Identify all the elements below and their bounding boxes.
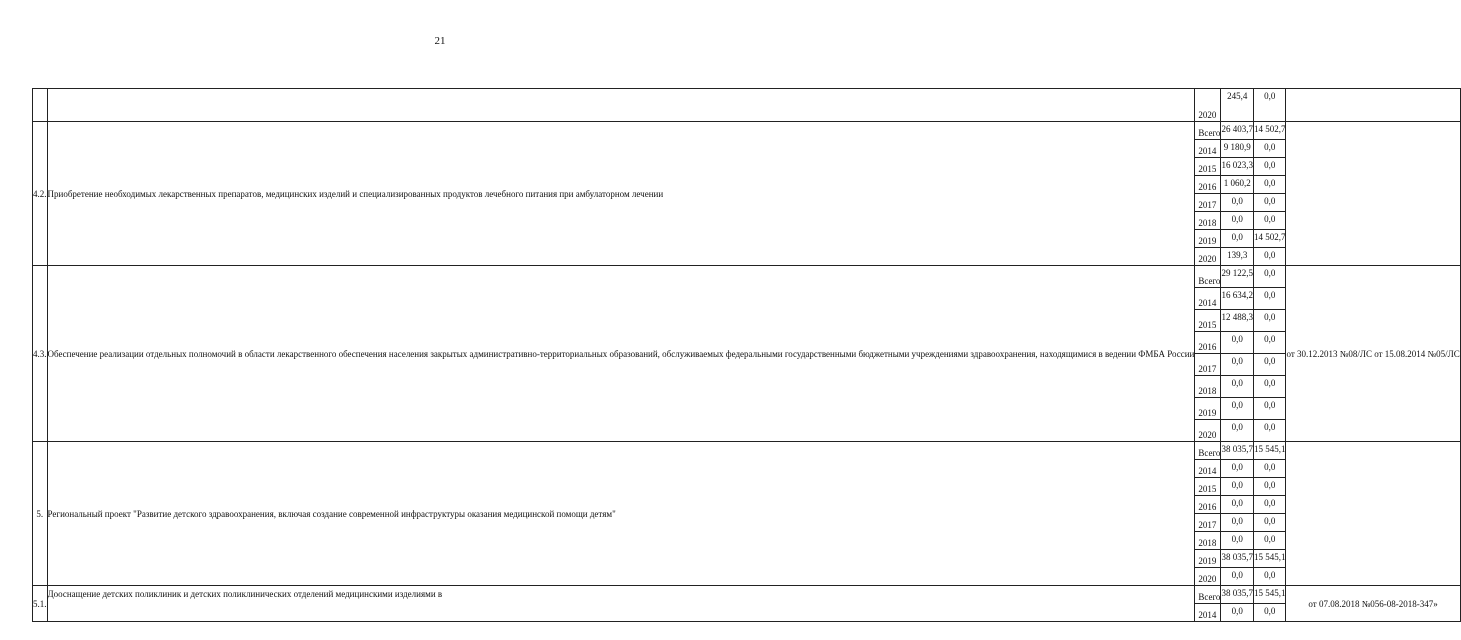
total-cell: 0,0	[1221, 194, 1254, 212]
section-name: Дооснащение детских поликлиник и детских поликлинических отделений медицинскими изделиями в	[47, 586, 1195, 622]
total-cell: 29 122,5	[1221, 266, 1254, 288]
total-cell: 38 035,7	[1221, 586, 1254, 604]
total-cell: 9 180,9	[1221, 140, 1254, 158]
section-name: Региональный проект "Развитие детского здравоохранения, включая создание современной инфраструктуры оказания медицинской помощи детям"	[47, 442, 1195, 586]
year-cell: 2018	[1195, 376, 1221, 398]
table-row	[33, 266, 1461, 288]
year-cell: 2017	[1195, 354, 1221, 376]
table-row	[33, 122, 1461, 140]
year-cell: 2015	[1195, 310, 1221, 332]
federal-cell: 14 502,7	[1253, 230, 1286, 248]
total-cell: 38 035,7	[1221, 442, 1254, 460]
federal-cell: 14 502,7	[1253, 122, 1286, 140]
year-cell: 2015	[1195, 158, 1221, 176]
total-cell: 0,0	[1221, 354, 1254, 376]
total-cell: 0,0	[1221, 332, 1254, 354]
federal-cell: 0,0	[1253, 288, 1286, 310]
total-cell: 0,0	[1221, 398, 1254, 420]
year-cell: 2020	[1195, 248, 1221, 266]
section-name-cell	[47, 89, 1195, 122]
year-cell: Всего	[1195, 122, 1221, 140]
year-cell: 2014	[1195, 460, 1221, 478]
total-cell: 0,0	[1221, 212, 1254, 230]
federal-cell: 0,0	[1253, 604, 1286, 622]
section-number: 4.2.	[33, 122, 48, 266]
total-cell: 1 060,2	[1221, 176, 1254, 194]
section-number: 5.1.	[33, 586, 48, 622]
federal-cell: 0,0	[1253, 376, 1286, 398]
total-cell: 0,0	[1221, 496, 1254, 514]
section-number: 4.3.	[33, 266, 48, 442]
federal-cell: 0,0	[1253, 514, 1286, 532]
federal-cell: 15 545,1	[1253, 442, 1286, 460]
total-cell: 139,3	[1221, 248, 1254, 266]
federal-cell: 0,0	[1253, 140, 1286, 158]
total-cell: 26 403,7	[1221, 122, 1254, 140]
total-cell: 0,0	[1221, 532, 1254, 550]
year-cell: 2020	[1195, 568, 1221, 586]
year-cell: Всего	[1195, 266, 1221, 288]
total-cell: 38 035,7	[1221, 550, 1254, 568]
budget-table	[32, 88, 1461, 622]
federal-cell: 0,0	[1253, 398, 1286, 420]
federal-cell: 15 545,1	[1253, 586, 1286, 604]
total-cell: 0,0	[1221, 376, 1254, 398]
federal-cell: 0,0	[1253, 478, 1286, 496]
federal-cell: 0,0	[1253, 532, 1286, 550]
section-name: Приобретение необходимых лекарственных препаратов, медицинских изделий и специализированных продуктов лечебного питания при амбулаторном лечении	[47, 122, 1195, 266]
section-document	[1286, 442, 1460, 586]
federal-cell: 0,0	[1253, 266, 1286, 288]
total-cell: 0,0	[1221, 478, 1254, 496]
federal-cell: 0,0	[1253, 496, 1286, 514]
federal-cell: 0,0	[1253, 310, 1286, 332]
section-document: от 30.12.2013 №08/ЛС от 15.08.2014 №05/ЛС	[1286, 266, 1460, 442]
total-cell: 0,0	[1221, 604, 1254, 622]
year-cell: 2014	[1195, 604, 1221, 622]
total-cell: 0,0	[1221, 568, 1254, 586]
total-cell: 245,4	[1221, 89, 1254, 122]
section-number-cell	[33, 89, 48, 122]
total-cell: 0,0	[1221, 230, 1254, 248]
year-cell: 2014	[1195, 288, 1221, 310]
total-cell: 12 488,3	[1221, 310, 1254, 332]
total-cell: 16 023,3	[1221, 158, 1254, 176]
federal-cell: 0,0	[1253, 158, 1286, 176]
section-name: Обеспечение реализации отдельных полномочий в области лекарственного обеспечения населения закрытых административно-территориальных образований, обслуживаемых федеральными государственными бюджетными учреждениями здравоохранения, находящимися в ведении ФМБА России	[47, 266, 1195, 442]
year-cell: 2017	[1195, 194, 1221, 212]
federal-cell: 0,0	[1253, 332, 1286, 354]
year-cell: 2014	[1195, 140, 1221, 158]
federal-cell: 0,0	[1253, 420, 1286, 442]
total-cell: 16 634,2	[1221, 288, 1254, 310]
year-cell: Всего	[1195, 442, 1221, 460]
year-cell: 2019	[1195, 550, 1221, 568]
total-cell: 0,0	[1221, 460, 1254, 478]
federal-cell: 0,0	[1253, 354, 1286, 376]
year-cell: 2019	[1195, 398, 1221, 420]
federal-cell: 0,0	[1253, 89, 1286, 122]
year-cell: 2017	[1195, 514, 1221, 532]
federal-cell: 0,0	[1253, 460, 1286, 478]
document-cell	[1286, 89, 1460, 122]
year-cell: 2016	[1195, 496, 1221, 514]
year-cell: 2018	[1195, 532, 1221, 550]
page-number: 21	[434, 35, 446, 47]
total-cell: 0,0	[1221, 420, 1254, 442]
year-cell: 2019	[1195, 230, 1221, 248]
federal-cell: 0,0	[1253, 212, 1286, 230]
year-cell: 2015	[1195, 478, 1221, 496]
table-row	[33, 586, 1461, 604]
federal-cell: 0,0	[1253, 176, 1286, 194]
section-number: 5.	[33, 442, 48, 586]
year-cell: 2018	[1195, 212, 1221, 230]
year-cell: 2016	[1195, 332, 1221, 354]
year-cell: 2020	[1195, 420, 1221, 442]
year-cell: 2020	[1195, 89, 1221, 122]
year-cell: Всего	[1195, 586, 1221, 604]
table-row-carryover	[33, 89, 1461, 122]
table-row	[33, 442, 1461, 460]
federal-cell: 0,0	[1253, 248, 1286, 266]
section-document: от 07.08.2018 №056-08-2018-347»	[1286, 586, 1460, 622]
section-document	[1286, 122, 1460, 266]
total-cell: 0,0	[1221, 514, 1254, 532]
year-cell: 2016	[1195, 176, 1221, 194]
federal-cell: 15 545,1	[1253, 550, 1286, 568]
federal-cell: 0,0	[1253, 568, 1286, 586]
federal-cell: 0,0	[1253, 194, 1286, 212]
